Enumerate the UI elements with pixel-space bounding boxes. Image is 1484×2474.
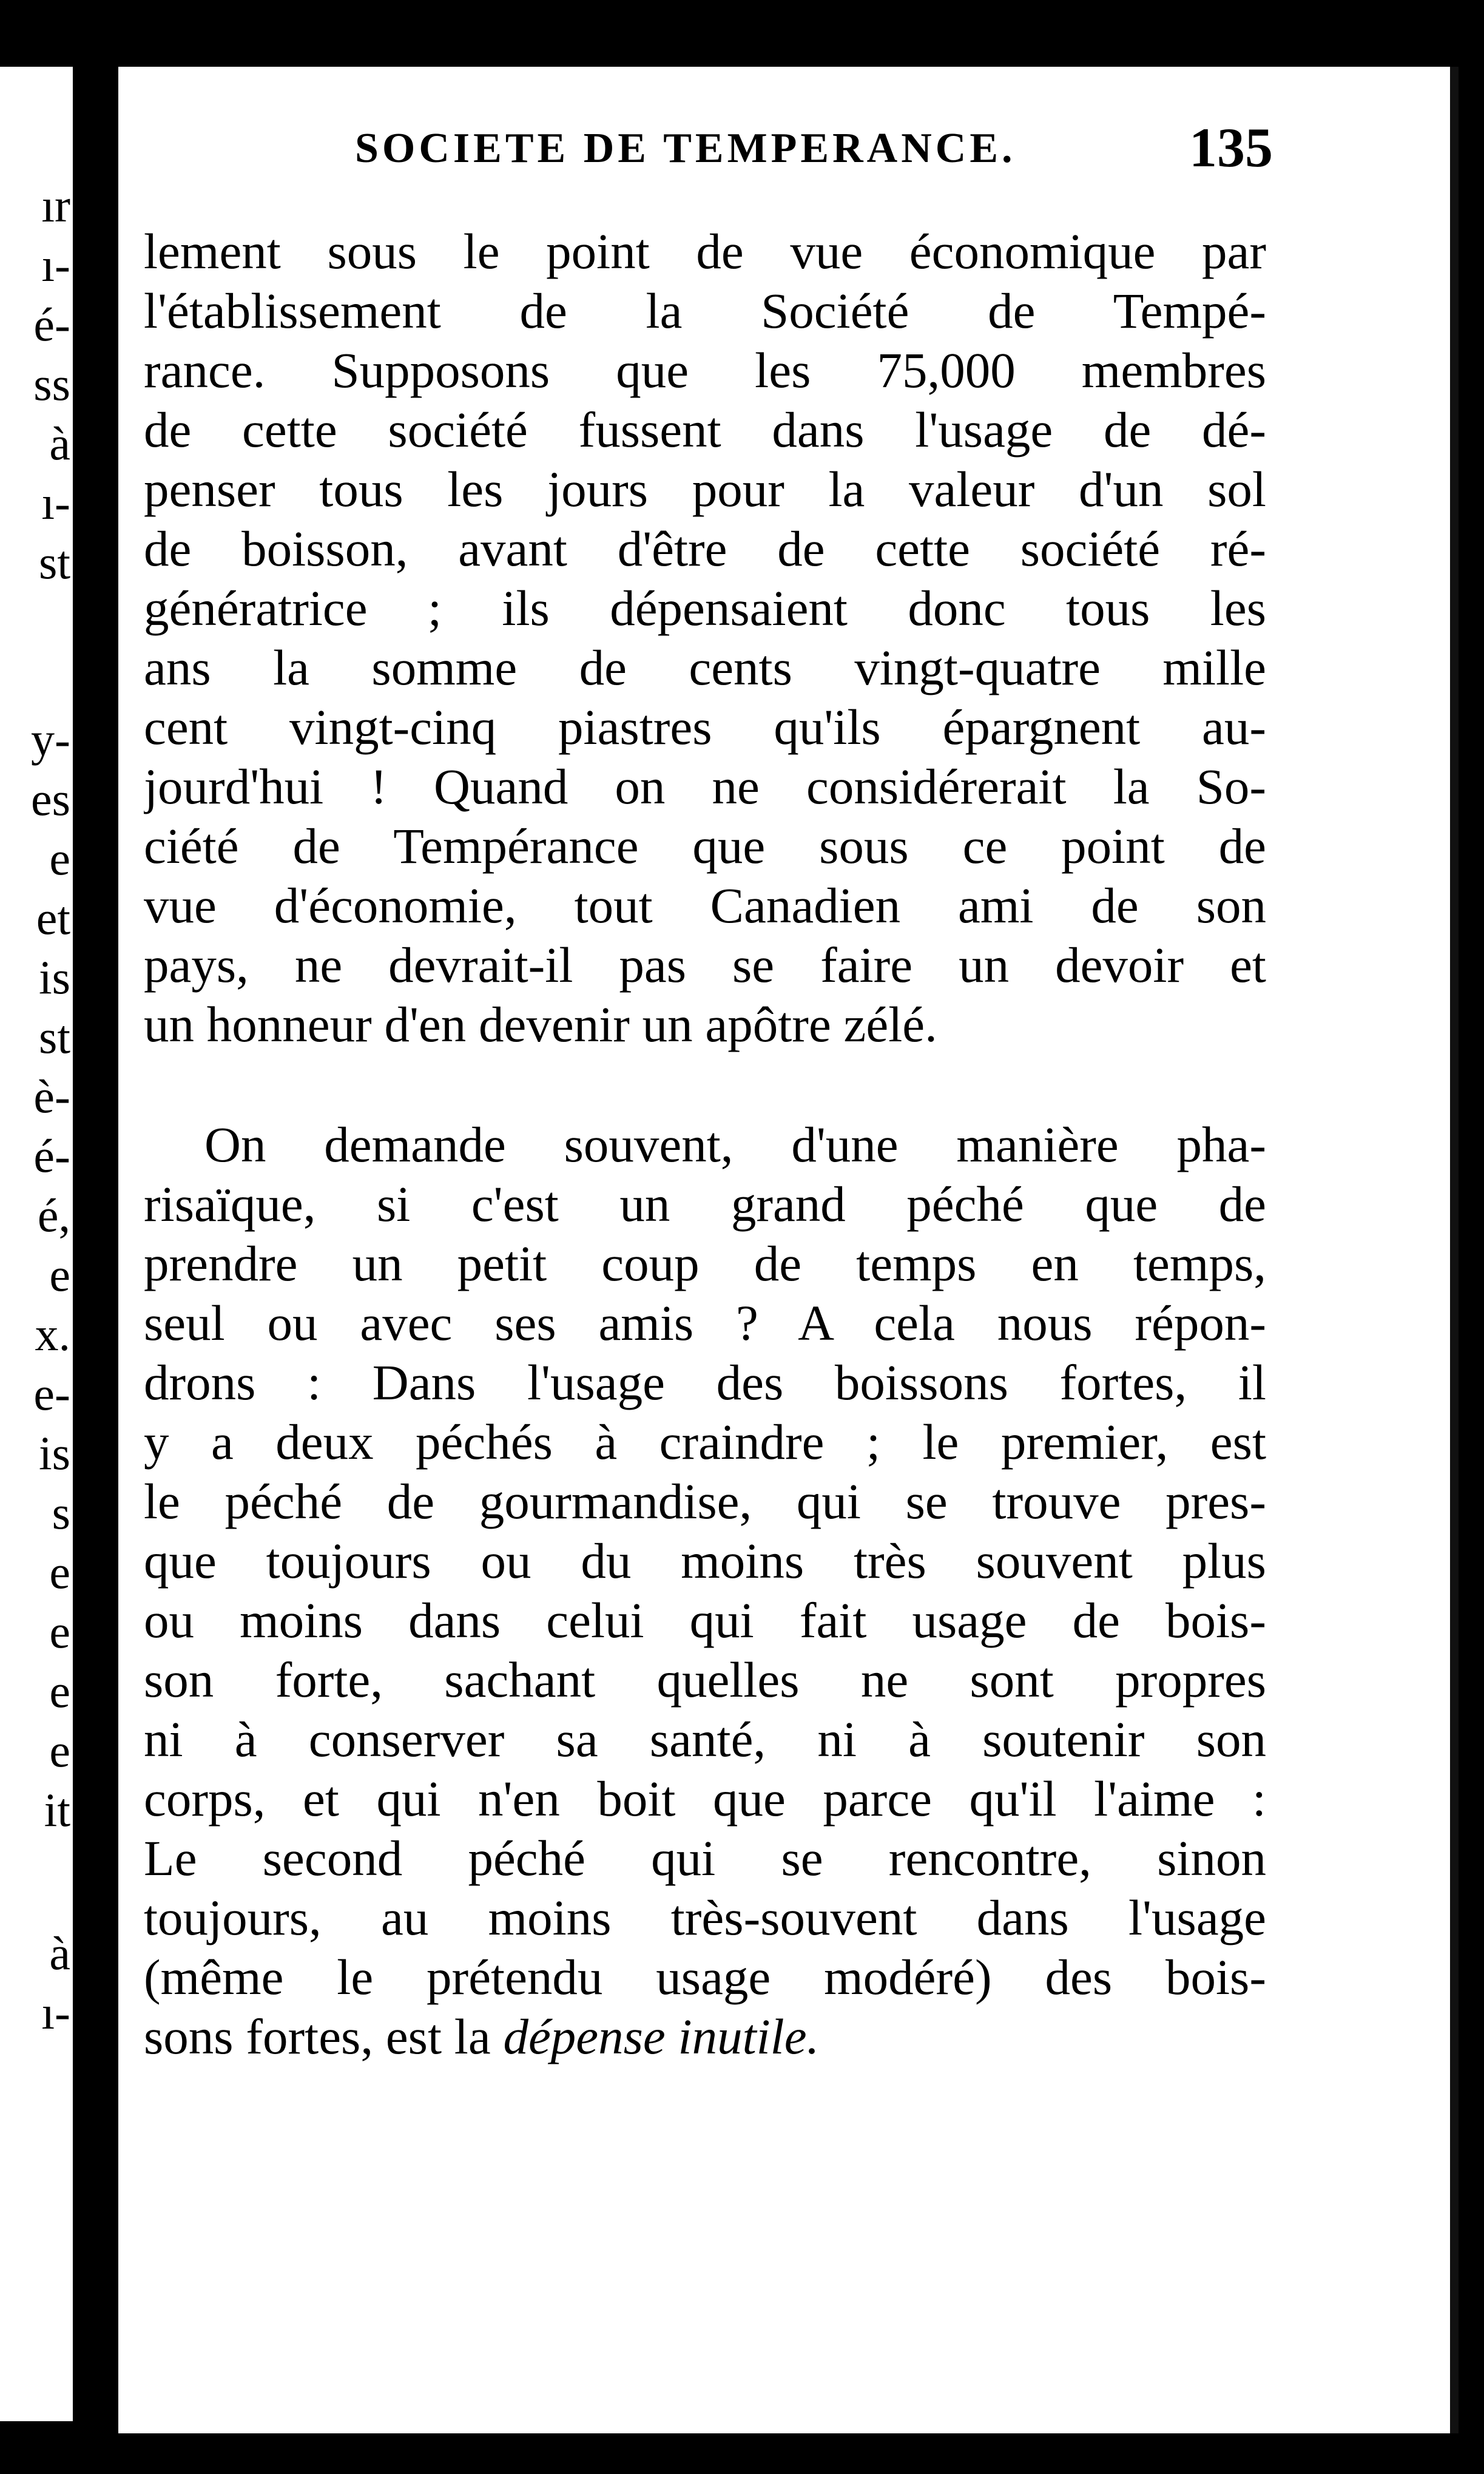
text-line: de boisson, avant d'être de cette société ré- bbox=[144, 521, 1266, 576]
emphasis-text: dépense inutile. bbox=[503, 2009, 820, 2064]
text-line: vue d'économie, tout Canadien ami de son bbox=[144, 877, 1266, 933]
adjacent-page-fragment: é- bbox=[33, 298, 70, 351]
text-line: ni à conserver sa santé, ni à soutenir son bbox=[144, 1711, 1266, 1767]
paragraph-1 bbox=[144, 221, 1266, 1054]
adjacent-page-fragment: st bbox=[38, 536, 70, 589]
adjacent-page-fragment: et bbox=[36, 891, 70, 944]
adjacent-page-fragment: ır bbox=[41, 179, 70, 232]
text-line: penser tous les jours pour la valeur d'un sol bbox=[144, 461, 1266, 517]
text-line: risaïque, si c'est un grand péché que de bbox=[144, 1176, 1266, 1232]
adjacent-page-fragment: e bbox=[49, 1546, 70, 1598]
text-line: génératrice ; ils dépensaient donc tous les bbox=[144, 580, 1266, 636]
text-line: le péché de gourmandise, qui se trouve pres- bbox=[144, 1473, 1266, 1529]
adjacent-page-fragment: è- bbox=[33, 1070, 70, 1123]
text-line: lement sous le point de vue économique par bbox=[144, 223, 1266, 279]
text-line: l'établissement de la Société de Tempé- bbox=[144, 283, 1266, 339]
text-line: (même le prétendu usage modéré) des bois- bbox=[144, 1949, 1266, 2005]
text-line: On demande souvent, d'une manière pha- bbox=[204, 1117, 1266, 1172]
text-line: un honneur d'en devenir un apôtre zélé. bbox=[144, 996, 937, 1052]
book-page bbox=[118, 67, 1459, 2433]
text-line: toujours, au moins très-souvent dans l'usage bbox=[144, 1890, 1266, 1945]
adjacent-page-fragment: e bbox=[49, 1248, 70, 1301]
text-line: seul ou avec ses amis ? A cela nous répon- bbox=[144, 1295, 1266, 1351]
text-line: ou moins dans celui qui fait usage de bois- bbox=[144, 1592, 1266, 1648]
running-head: SOCIETE DE TEMPERANCE. bbox=[355, 125, 1016, 172]
adjacent-page-fragment: ı- bbox=[41, 1986, 70, 2039]
adjacent-page-fragment: is bbox=[38, 951, 70, 1004]
adjacent-page-fragment: é- bbox=[33, 1129, 70, 1182]
text-line: cent vingt-cinq piastres qu'ils épargnent au- bbox=[144, 699, 1266, 755]
adjacent-page-fragment: st bbox=[38, 1010, 70, 1063]
adjacent-page-fragment: y- bbox=[31, 713, 70, 766]
adjacent-page-fragment: e bbox=[49, 1605, 70, 1658]
adjacent-page-fragment: e- bbox=[33, 1367, 70, 1420]
adjacent-page-fragment: ı- bbox=[41, 238, 70, 291]
adjacent-page-fragment: ss bbox=[33, 357, 70, 410]
paragraph-2 bbox=[144, 1115, 1266, 2066]
adjacent-page-fragment: à bbox=[49, 1927, 70, 1979]
text-line: jourd'hui ! Quand on ne considérerait la So- bbox=[144, 759, 1266, 814]
adjacent-page-fragment: ı- bbox=[41, 476, 70, 529]
adjacent-page-fragment: x. bbox=[35, 1308, 70, 1360]
text-line: drons : Dans l'usage des boissons fortes, il bbox=[144, 1354, 1266, 1410]
adjacent-page-fragment: s bbox=[52, 1486, 70, 1539]
adjacent-page-fragment: à bbox=[49, 417, 70, 470]
adjacent-page-fragment: é, bbox=[37, 1189, 70, 1242]
text-line: de cette société fussent dans l'usage de dé- bbox=[144, 402, 1266, 458]
body-text bbox=[144, 221, 1266, 2066]
adjacent-page-fragment: e bbox=[49, 1665, 70, 1717]
adjacent-page-fragment: e bbox=[49, 1724, 70, 1777]
text-line: corps, et qui n'en boit que parce qu'il l'aime : bbox=[144, 1771, 1266, 1827]
adjacent-page-strip bbox=[0, 67, 73, 2421]
text-line: ciété de Tempérance que sous ce point de bbox=[144, 818, 1266, 874]
text-line: y a deux péchés à craindre ; le premier, est bbox=[144, 1414, 1266, 1470]
text-line: rance. Supposons que les 75,000 membres bbox=[144, 342, 1266, 398]
page-header bbox=[118, 115, 1450, 200]
text-line: ans la somme de cents vingt-quatre mille bbox=[144, 640, 1266, 695]
text-line: pays, ne devrait-il pas se faire un devoir et bbox=[144, 937, 1266, 993]
page-number: 135 bbox=[1189, 117, 1273, 178]
adjacent-page-fragment: es bbox=[31, 772, 70, 825]
paragraph-gap bbox=[144, 1054, 1266, 1115]
text-line: son forte, sachant quelles ne sont propres bbox=[144, 1652, 1266, 1708]
text-line: sons fortes, est la dépense inutile. bbox=[144, 2009, 820, 2064]
adjacent-page-fragment: it bbox=[44, 1783, 70, 1836]
adjacent-page-fragment: is bbox=[38, 1427, 70, 1479]
text-line: Le second péché qui se rencontre, sinon bbox=[144, 1830, 1266, 1886]
text-line: prendre un petit coup de temps en temps, bbox=[144, 1235, 1266, 1291]
text-line: que toujours ou du moins très souvent plus bbox=[144, 1533, 1266, 1589]
adjacent-page-fragment: e bbox=[49, 832, 70, 885]
